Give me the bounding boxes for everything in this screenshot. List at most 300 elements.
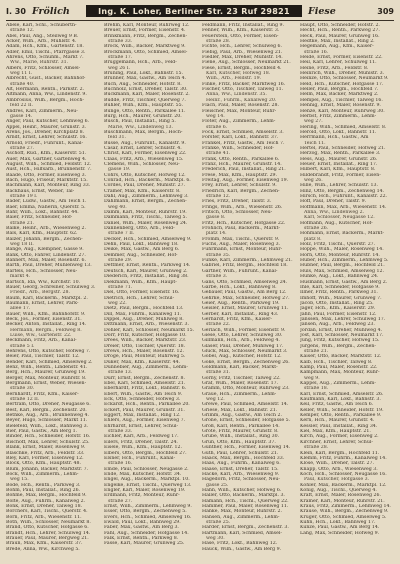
directory-entry: Baumann, Ernst, Lehrer, Park- <box>6 300 79 306</box>
directory-entry: Giese, Otto, Lehrer, Schulweg 30. <box>202 332 283 338</box>
directory-entry: straße 21. <box>304 348 329 354</box>
directory-entry: Kemper, Otto, Rentn., Parkallee 9. <box>300 413 382 419</box>
directory-entry: Held, Hch., Kutscher, Hofgasse 17. <box>300 81 384 87</box>
directory-entry: Elsner, Hch., Fuhrunt., Kanal- <box>104 455 176 461</box>
column-1 <box>6 23 100 563</box>
directory-entry: weg 26. <box>304 177 323 183</box>
directory-entry: Fiedler, Max, Dreher, Mühlstr. 14. <box>202 55 283 61</box>
directory-entry: Janssen, Max, Lehrer, Schulweg 17. <box>300 316 386 322</box>
directory-entry: Friedrich, Karl, Bergm., Zechen- <box>202 188 280 194</box>
directory-entry: Aschoff, Rud., Kfm., Kaiserstr. 51. <box>6 151 87 157</box>
directory-entry: Jürgens, Wilh., Bergm., Zechen- <box>300 343 376 349</box>
directory-entry: weg 15. <box>10 477 29 483</box>
directory-entry: Bannert, Max, Maler, Rosenstr. 6. <box>6 258 86 264</box>
columns <box>6 23 394 563</box>
directory-entry: Hauck, Wilh., Gastw., Am Berg 9. <box>202 546 282 552</box>
directory-entry: Hedtke, Max, Installat., Ring 2. <box>300 39 375 45</box>
directory-entry: Heil, Karl, Lehrer, Schulweg 11. <box>300 60 377 66</box>
directory-entry: Ehrhardt, Ernst, Lehrer, Schul- <box>104 423 179 429</box>
directory-entry: Glaser, Paul, Dreher, Mühlweg 17. <box>202 343 284 349</box>
directory-entry: Abel, Paul, Ang., Steilweg 9 B. <box>6 33 79 39</box>
directory-entry: straße 6. <box>206 124 228 130</box>
directory-entry: straße 17. <box>108 55 133 61</box>
directory-entry: Koch, Hch., Schlosser, Neugasse 16. <box>300 471 387 477</box>
directory-entry: Brandt, Hch., Lehrer, Schulweg 14. <box>6 530 91 536</box>
directory-entry: Jost, Karl, Schlosser, Neumarkt 17. <box>300 332 384 338</box>
directory-entry: Engel, Aug., Bäckerm., Marktpl. 10. <box>104 477 190 483</box>
directory-entry: Bischoff, Max, Lehrer, Schulstr. 25. <box>6 439 90 445</box>
directory-entry: Döhler, Karl, Schlosser, Neumarkt 15. <box>104 327 195 333</box>
column-2 <box>104 23 198 563</box>
directory-entry: Barth, Paul, Dreher, Mühlenweg 13. <box>6 263 92 269</box>
directory-entry: Eilers, Fritz, Dreher, Talstr. 24. <box>104 439 178 445</box>
directory-entry: Ende, Max, Kutscher, Hofstr. 34. <box>104 471 182 477</box>
directory-entry: Baier, Fritz, Schneider, Hof- <box>6 215 73 221</box>
directory-entry: Hunke, Aug., Lokf., Bahnweg 24. <box>300 274 379 280</box>
advertisement-banner: Ing. K. Loher, Berliner Str. 23 Ruf 29821 <box>86 5 302 17</box>
directory-entry: Esser, Otto, Bergm., Zechenweg 5. <box>104 509 187 515</box>
directory-entry: weg 26 I. <box>108 65 131 71</box>
directory-entry: Hahn, Wilh., Kutscher, Hofweg 6. <box>202 487 282 493</box>
directory-entry: Dahlmann, Ernst, Bergm., Zechen- <box>104 199 187 205</box>
directory-entry: Brüning, Paul, Lokf., Bahnstr. 15. <box>104 71 183 77</box>
directory-entry: Göke, Ernst, Bergm., Zechenweg 26. <box>202 359 290 365</box>
directory-entry: straße 3. <box>206 274 228 280</box>
directory-entry: Gröne, Ernst, Schneider, Hofgasse 5. <box>202 418 291 424</box>
directory-entry: Fiene, Aug., Schlosser, Neumarkt 21. <box>202 60 291 66</box>
directory-entry: Kamp, Paul, Maler, Rosenstr. 22. <box>300 365 378 370</box>
directory-entry: Balke, Heinr., Arb., Wiesenweg 2. <box>6 226 86 232</box>
directory-entry: weg 40. <box>108 204 127 210</box>
directory-entry: Finke, Fritz, Bäcker, Marktweg 16. <box>202 81 286 87</box>
directory-entry: straße 71. <box>108 284 133 290</box>
directory-entry: Brand, Otto, Kutscher, Hofgasse 6. <box>6 525 89 531</box>
directory-entry: Kaiser, Otto, Bäcker, Marktstr. 12. <box>300 354 382 360</box>
directory-entry: Hering, Wilh., Schmied, Amselstr. 8. <box>300 124 387 130</box>
directory-entry: straße 18. <box>304 386 329 392</box>
directory-entry: Kalb, Hch., Tischler, Talweg 8. <box>300 359 373 365</box>
directory-entry: Budde, Fritz, Tischler, Querweg 7. <box>104 97 186 103</box>
directory-entry: Marie, Ww., Lindenweg 13. <box>108 124 173 130</box>
directory-entry: Bier, Paul, Gastw., Am Berg 1. <box>6 429 78 435</box>
directory-entry: Gabriel, Fritz, Bergm., Hochfeld 18. <box>202 263 288 269</box>
directory-entry: weg 11 I. <box>10 71 33 77</box>
directory-entry: straße 16. <box>304 49 329 55</box>
directory-entry: Ewald, Paul, Lokf., Bahnweg 29. <box>104 519 181 525</box>
directory-entry: Köhler, Max, Bäckerm., Marktpl. 12. <box>300 482 387 488</box>
directory-entry: Bauer, Georg, Schreiner, Schulweg 3. <box>6 284 96 290</box>
directory-entry: straße 27. <box>10 145 35 151</box>
directory-entry: Adler, Emil, Tischl., Pfarrgasse 3. <box>6 49 86 55</box>
directory-entry: Dehn, Paul, Lokf., Bahnweg 18. <box>104 242 179 248</box>
directory-entry: Andres, Karl, Zimmerm., Neu- <box>6 108 78 114</box>
directory-entry: Buschmann, Max, Bergm., Hoch- <box>104 129 183 135</box>
directory-entry: straße 13. <box>108 370 133 376</box>
directory-entry: Geisler, Ernst, Maurer, Grünweg 11. <box>202 306 289 312</box>
directory-entry: straße 22. <box>206 322 231 328</box>
directory-entry: Haller, Otto, Bäckerm., Marktpl. 3. <box>202 493 285 499</box>
directory-entry: Harder, Ernst, Bergm., Zechenstr. 3. <box>202 525 289 531</box>
directory-entry: Gramm, Otto, Monteur, Ruhrweg 23. <box>202 386 290 392</box>
directory-entry: Brinkmann, Fritz, Bergm., Zechen- <box>104 33 188 39</box>
directory-entry: Deutsch, Karl, Maurer, Grünweg 2. <box>104 268 188 274</box>
directory-entry: Buchholz, Ernst, Dreher, Talstr. 30. <box>104 87 188 93</box>
directory-entry: Dreier, Otto, Tischler, Querstr. 18. <box>104 343 186 349</box>
directory-entry: Bergmann, Ernst, Weber, Wiesen- <box>6 381 87 387</box>
directory-entry: gasse 14. <box>10 113 33 119</box>
left-page-number: I. 30 <box>6 6 26 16</box>
directory-entry: straße 16. <box>108 461 133 467</box>
directory-entry: Heinze, Otto, Schlosser, Neumarkt 9. <box>300 76 389 82</box>
directory-entry: straße 31. <box>206 370 231 376</box>
directory-entry: Both, Wilh., Schlosser, Neumarkt 8. <box>6 519 91 525</box>
directory-entry: gasse 8. <box>206 215 226 221</box>
directory-entry: Bunge, Otto, Rentn., Parkallee 11. <box>104 108 186 114</box>
directory-entry: Diel, Otto, Former, Eisenstr. 16. <box>104 290 180 296</box>
directory-entry: Cäsar, Ernst, Lehrer, Schulstr. 4. <box>104 145 182 151</box>
directory-entry: Arens, Jos., Dreher, Kirchplatz 8. <box>6 129 85 135</box>
directory-entry: Hermann, Bergm., Feldweg 8. <box>10 327 82 333</box>
directory-entry: straße 25. <box>206 519 231 525</box>
directory-entry: Teich 11. <box>304 140 326 146</box>
directory-entry: Fichte, Hch., Lehrer, Schulweg 6. <box>202 44 282 50</box>
directory-entry: Frey, Ernst, Lehrer, Schulstr. 9. <box>202 183 277 189</box>
directory-entry: Keller, Wilh., Schneider, Hofstr. 19. <box>300 407 384 413</box>
directory-entry: Kunze, Paul, Gastw., Am Berg 14. <box>300 525 380 531</box>
directory-entry: Kern, Hch., Maurer, Grünstr. 4. <box>300 418 375 424</box>
directory-entry: Fischer, Otto, Tischler, Talweg 11. <box>202 87 284 93</box>
directory-entry: Günther, Hch., Former, Eisenweg 14. <box>202 445 291 451</box>
directory-entry: Hansen, Aug., Zimmerm., Lehm- <box>202 514 280 520</box>
directory-entry: Hofmann, Aug., Kutscher, Hof- <box>300 220 373 226</box>
directory-entry: Hinz, Otto, Bergm., Zechenweg 14. <box>300 188 385 194</box>
directory-entry: Gans, Otto, Schmied, Amselweg 24. <box>202 279 288 285</box>
directory-entry: Griese, Max, Lokf., Bahnstr. 21. <box>202 407 278 413</box>
directory-entry: straße 7 II. <box>108 231 135 237</box>
directory-entry: Franz, Hch., Maurer, Grünstr. 14. <box>202 161 282 167</box>
directory-entry: Hilbert, Karl, Kfm., Hauptstr. 8. <box>300 167 376 173</box>
directory-entry: Klose, Wilh., Dreher, Talstr. 27. <box>300 461 374 467</box>
directory-entry: Hammer, Paul, Maler, Rosenweg 11. <box>202 503 289 509</box>
directory-entry: Eggert, Max, Installat., Ring 12. <box>104 413 181 419</box>
directory-entry: Kampmann, Max, Monteur, Ruhr- <box>300 370 380 376</box>
directory-entry: Klein, Karl, Bergm., Hochfeld 11. <box>300 450 380 456</box>
directory-entry: Evers, Hch., Schmied, Amselweg 16. <box>104 514 192 520</box>
directory-entry: Dietrich, Hch., Lehrer, Schul- <box>104 295 175 301</box>
directory-entry: straße 5 I. <box>10 343 35 349</box>
directory-entry: Diederich, Fritz, Installat., Ring 38. <box>104 274 189 280</box>
directory-entry: Hartmann, Karl, Schmied, Amsel- <box>202 530 282 536</box>
directory-entry: Daniel, Wilh., Maler, Rosenweg 24. <box>104 220 188 226</box>
directory-entry: Karl, Ernst, Schmied, Amselstr. 26. <box>300 391 384 397</box>
directory-entry: Hanke, Max, Monteur, Ruhrstr. 2. <box>202 509 283 515</box>
directory-entry: Guth, Paul, Lehrer, Schulstr. 21. <box>202 450 279 456</box>
directory-entry: Cohrs, Otto, Kutscher, Hofweg 12. <box>104 172 186 178</box>
directory-entry: Grewe, Paul, Schmied, Amselstr. 14. <box>202 402 289 408</box>
directory-entry: Frese, Max, Kfm., Hauptstr. 29. <box>202 172 278 178</box>
directory-entry: Knapp, Otto, Arb., Wiesenweg 3. <box>300 466 378 472</box>
directory-entry: Emde, Paul, Schlosser, Neugasse 2. <box>104 466 189 472</box>
directory-entry: Beck, Jos., Former, Eisenstr. 31. <box>6 316 82 322</box>
directory-entry: Kirch, Aug., Former, Eisenweg 2. <box>300 434 379 440</box>
directory-entry: Hegemann, Aug., Kfm., Kaiser- <box>300 44 374 50</box>
directory-entry: straße 28. <box>206 39 231 45</box>
directory-entry: Gorny, Fritz, Tischler, Talweg 22. <box>202 375 281 381</box>
directory-entry: Dippel, Aug., Dreher, Mühlweg 8. <box>104 316 184 322</box>
directory-entry: Böhm, Paul, Installat., Ring 26. <box>6 487 81 493</box>
directory-entry: Ihle, Karl, Schneider, Hofgasse 9. <box>300 284 380 290</box>
directory-entry: Blaschke, Fritz, Arb., Feldstr. 33. <box>6 450 85 456</box>
directory-entry: Christ, Karl, Former, Eisenweg 22. <box>104 151 187 157</box>
directory-entry: Karl, Schlosser, Neugasse 12. <box>304 215 375 221</box>
directory-entry: Bonk, Ernst, Dreher, Talweg 18. <box>6 503 83 509</box>
directory-entry: Eck, Otto, Schneider, Hofweg 3. <box>104 397 181 403</box>
directory-entry: Diekmann, Wilh., Kfm., Haupt- <box>104 279 177 285</box>
directory-entry: Behrens, Otto, Kutscher, Hofweg 7. <box>6 348 91 354</box>
directory-entry: Heck, Paul, Maurer, Grünweg 16. <box>300 33 380 39</box>
directory-entry: Feuerstein, Otto, Former, Eisen- <box>202 33 279 39</box>
directory-entry: Berger, Max, Monteur, Ruhrstr. 8. <box>6 375 87 381</box>
directory-entry: Ww., Marie, Ruhrstr. 31. <box>10 60 69 66</box>
directory-entry: Bode, Hch., Rentn., Parkweg 3. <box>6 482 81 488</box>
directory-entry: allee 17. <box>10 306 31 312</box>
directory-entry: weg 30. <box>206 536 225 541</box>
directory-entry: straße 27. <box>108 498 133 504</box>
directory-entry: Dahl, Aug., Zimmerm., Lehmweg 3. <box>104 194 189 199</box>
directory-entry: Demmer, Aug., Schneider, Hof- <box>104 252 178 258</box>
directory-entry: Hertel, Paul, Schneider, Hofweg 21. <box>300 145 386 151</box>
directory-entry: Bank, Otto, Fahrer, Lindenstr. 27. <box>6 252 86 258</box>
directory-entry: Hirsch, Hch., Fuhrunt., Kanalstr. 22. <box>300 194 388 199</box>
directory-entry: Dannenberg, Otto, Arb., Feld- <box>104 226 175 232</box>
directory-entry: Flöter, Aug., Zimmerm., Lehm- <box>202 119 276 125</box>
directory-entry: Haack, Max, Bergm., Hochfeld 33. <box>202 455 285 461</box>
directory-entry: Albers, Fritz, Schlosser, Amsel- <box>6 65 81 71</box>
directory-entry: Falk, Ernst, Rentn., Parkweg 8. <box>104 536 179 541</box>
directory-entry: Ernst, Wilh., Zimmerm., Lehmweg 9. <box>104 503 192 509</box>
directory-entry: Jahn, Paul, Former, Eisenstr. 12. <box>300 311 377 317</box>
directory-entry: Deike, Max, Gastw., Am Berg 6. <box>104 247 180 253</box>
directory-entry: Dill, Max, Fuhrm., Kanalweg 11. <box>104 311 182 317</box>
directory-entry: Hess, Aug., Maurer, Grünstr. 26. <box>300 156 378 162</box>
directory-entry: straße 28. <box>304 445 329 451</box>
directory-entry: Helm, Max, Bäcker, Marktweg 2. <box>300 92 379 98</box>
directory-entry: Conrad, Hch., Bäckerm., Marktpl. 6. <box>104 177 191 183</box>
directory-entry: Blum, Johann, Bäcker, Marktstr. 7. <box>6 466 89 472</box>
directory-entry: weg 9. <box>304 375 320 381</box>
directory-entry: Beyer, Hugo, Schlosser, Markt 11. <box>6 418 88 424</box>
directory-entry: Brüggemann, Hch., Arb., Feld- <box>104 60 177 66</box>
directory-entry: Fromm, Max, Tischl., Querstr. 9. <box>202 236 280 242</box>
directory-entry: Born, Fritz, Arb., Wiesenstr. 11. <box>6 514 82 520</box>
directory-entry: Burg, Hch., Maurer, Grünstr. 20. <box>104 113 182 119</box>
directory-entry: straße 21. <box>10 220 35 226</box>
directory-entry: weg 27. <box>304 119 323 125</box>
directory-entry: Cordes, Paul, Dreher, Mühlstr. 27. <box>104 183 186 189</box>
directory-entry: straße 29. <box>108 258 133 264</box>
left-running-head: Frölich <box>31 5 70 17</box>
directory-entry: Acker, Wilh., Arb., Mühlstr. 4. <box>6 39 77 45</box>
directory-entry: Bühler, Wilh., Kfm., Hauptstr. 55. <box>104 103 184 109</box>
directory-entry: Luise, Ww., Gartenstr. 22. <box>10 332 72 338</box>
directory-entry: Frederich, Paul, Installat., Ring 21. <box>202 167 286 173</box>
directory-entry: Bauer, Wilh., Kfm., Bahnhofstr. 9. <box>6 311 86 317</box>
directory-entry: straße 33. <box>108 39 133 45</box>
directory-entry: Henze, Karl, Monteur, Ruhrweg 30. <box>300 108 385 114</box>
directory-entry: Anger, Paul, Kutscher, Lehmweg 6. <box>6 119 90 125</box>
directory-entry: Flach, Paul, Maler, Rosenstr. 28. <box>202 103 279 109</box>
directory-entry: König, Aug., Tischl., Querweg 4. <box>300 487 377 493</box>
directory-entry: Freitag, Aug., Former, Eisenweg 19. <box>202 177 289 183</box>
directory-entry: Goldmann, Karl, Bäcker, Markt- <box>202 365 278 370</box>
directory-entry: Bock, Wilh., Zimmerm., Lehm- <box>6 471 79 477</box>
directory-entry: Kessler, Paul, Installat., Ring 34. <box>300 423 378 429</box>
column-3 <box>202 23 296 563</box>
directory-entry: Jung, Fritz, Kutscher, Hofweg 15. <box>300 338 380 344</box>
header-rule <box>6 20 394 21</box>
directory-entry: Eckert, Paul, Maurer, Grünstr. 31. <box>104 407 185 413</box>
directory-entry: Hohmann, Ernst, Bäckerm., Markt- <box>300 231 384 237</box>
directory-entry: Blank, Ernst, Maler, Rosenweg 9. <box>6 445 86 451</box>
directory-entry: Clemens, Wilh., Schlosser, Neu- <box>104 161 180 167</box>
directory-entry: Jansen, Aug., Arb., Feldweg 23. <box>300 322 375 328</box>
right-page-number: 309 <box>377 6 394 16</box>
directory-entry: markt 4. <box>10 274 31 280</box>
directory-entry: Fuchs, Aug., Maler, Rosenweg 3. <box>202 242 281 248</box>
directory-entry: Illner, Fritz, Rentn., Parkweg 31. <box>300 290 378 296</box>
directory-entry: weg 22. <box>108 300 127 306</box>
directory-entry: Bachmann, Karl, Monteur, Ring 33. <box>6 183 91 189</box>
directory-entry: Eisele, Wilh., Kfm., Hauptstr. 12. <box>104 445 182 451</box>
directory-entry: Graue, Hch., Zimmerm., Lehm- <box>202 391 277 397</box>
directory-entry: Krüger, Otto, Schmied, Amselweg 5. <box>300 514 387 520</box>
directory-entry: Fasse, Karl, Maurer, Grünweg 25. <box>104 541 185 547</box>
directory-entry: weg 18 II. <box>10 242 34 248</box>
directory-entry: Hamann, Hch., Tischl., Querweg 22. <box>202 498 289 504</box>
directory-entry: Binder, Hch., Schneider, Hofstr. 16. <box>6 434 91 440</box>
directory-entry: Hase, Fritz, Lokf., Bahnweg 12. <box>202 541 278 547</box>
directory-entry: Jäger, Hch., Kfm., Kaiserstr. 29. <box>300 306 376 312</box>
directory-entry: Engler, Karl, Maler, Rosenweg 19. <box>104 487 186 493</box>
directory-entry: Cramer, Max, Kfm., Kaiserstr. 8. <box>104 188 181 194</box>
directory-entry: Brauer, Paul, Maurer, Bergweg 21. <box>6 536 89 541</box>
directory-entry: Gerhardt, Fritz, Kfm., Kaiser- <box>202 316 272 322</box>
directory-entry: Baer, Emma, Näherin, Querstr. 5. <box>6 204 86 210</box>
directory-entry: Herrmann, Hch., Gastw., Am <box>300 135 369 141</box>
directory-entry: Hempel, Aug., Tischler, Talweg 16. <box>300 97 383 103</box>
directory-entry: Karl, Kutscher, Hofweg 18. <box>206 71 271 77</box>
directory-entry: Heinrich, Wilh., Dreher, Mühlstr. 3. <box>300 71 385 77</box>
directory-entry: Gebauer, Paul, Gastw., Am Berg 12. <box>202 290 287 296</box>
directory-entry: Baade, Otto, Former, Eisenweg 3. <box>6 172 87 178</box>
directory-entry: Grote, Fritz, Maurer, Grünstr. 8. <box>202 429 279 435</box>
directory-entry: Krause, Wilh., Bergm., Zechenweg 9. <box>300 509 389 515</box>
directory-entry: Albrecht, Gust., Bäcker, Bahnhof- <box>6 76 86 82</box>
directory-entry: Förster, Karl, Lokf., Bahnstr. 37. <box>202 135 279 141</box>
directory-entry: Aust, Hch., Hilfsarb., Brunnenstr. 7. <box>6 167 92 173</box>
column-4 <box>300 23 394 563</box>
directory-entry: Alt, Hermann, Rentn., Parkstr. 2. <box>6 87 85 93</box>
directory-entry: Fahl, Aug., Schneider, Hofgasse 14. <box>104 530 189 536</box>
directory-entry: straße 12 II. <box>10 397 40 403</box>
directory-entry: Bley, Karl, Former, Eisenweg 12. <box>6 455 84 461</box>
directory-entry: feld 22 II. <box>10 103 34 109</box>
directory-entry: Dettmer, Ernst, Rentn., Parkweg 14. <box>104 263 191 269</box>
directory-entry: Grube, Wilh., Installat., Ring 30. <box>202 434 280 440</box>
directory-entry: Beier, Paul, Tischler, Talstr. 12. <box>6 354 80 360</box>
directory-entry: Erdmann, Fritz, Monteur, Ruhr- <box>104 493 180 499</box>
directory-entry: Hagedorn, Fritz, Schlosser, Neu- <box>202 477 280 483</box>
directory-entry: Groß, Karl, Rentn., Parkallee 14. <box>202 423 280 429</box>
directory-entry: Grün, Otto, Kfm., Hauptstr. 37. <box>202 439 276 445</box>
directory-entry: Ebel, Karl, Schmied, Amselstr. 21. <box>104 381 186 387</box>
directory-entry: Brock, Wilh., Bäcker, Marktweg 9. <box>104 44 186 50</box>
directory-entry: straße 19 I. <box>10 194 38 199</box>
directory-entry: Breuer, Ernst, Former, Eisenstr. 4. <box>104 28 186 34</box>
directory-entry: Herzog, Max, Rentn., Parkallee 3. <box>300 151 381 157</box>
directory-entry: Dünnebier, Aug., Zimmerm., Lehm- <box>104 365 188 370</box>
directory-entry: Busch, Paul, Installat., Ring 5. <box>104 119 176 125</box>
directory-entry: Claas, Fritz, Arb., Wiesenweg 15. <box>104 156 184 162</box>
directory-entry: Buch, Aug., Schneider, Hofstr. 8. <box>104 81 182 87</box>
directory-entry: Heide, Ernst, Former, Eisenstr. 22. <box>300 55 383 61</box>
directory-entry: Grimm, Aug., Gastw., Am Teich 2. <box>202 413 282 419</box>
directory-entry: Dürr, Ernst, Bergm., Zechenstr. 8. <box>104 375 185 381</box>
directory-entry: Bange, Aug., Klempner, Gasse 9. <box>6 247 84 253</box>
directory-entry: Fritsch, Otto, Schlosser, Neu- <box>202 210 273 216</box>
directory-entry: Brunner, Max, Gastw., Am Teich 4. <box>104 76 187 82</box>
directory-entry: Bückmann, Karl, Maler, Rosenstr. 2. <box>104 92 190 98</box>
directory-entry: Kirchner, Ernst, Lehrer, Schul- <box>300 439 373 445</box>
directory-entry: Bahr, Wilh., Lokf., Bahnstr. 44. <box>6 210 79 216</box>
directory-entry: platz 14. <box>206 231 227 237</box>
directory-entry: Backhaus, Ernst, Weber, Tal- <box>6 188 75 194</box>
directory-entry: Ebert, Wilh., Gastw., Am Teich 9. <box>104 391 183 397</box>
directory-entry: Jordan, Ernst, Dreher, Mühlweg 4. <box>300 327 383 333</box>
directory-entry: Herbst, Fritz, Zimmerm., Lehm- <box>300 113 377 119</box>
directory-entry: Haupt, Otto, Schneider, Hofstr. 2. <box>300 23 380 28</box>
directory-entry: Engelke, Ernst, Tischl., Querweg 13. <box>104 482 192 488</box>
directory-entry: Fiese, Ernst, Bergm., Hochfeld 4. <box>202 65 282 71</box>
directory-entry: Fränkel, Fritz, Gastw., Am Teich 7. <box>202 140 285 146</box>
directory-entry: Göbel, Aug., Kutscher, Hofstr. 12. <box>202 354 282 360</box>
directory-entry: Haas, Aug., Fuhrm., Kanalweg 6. <box>202 461 281 467</box>
directory-entry: Imhoff, Wilh., Maurer, Grünweg 7. <box>300 295 382 301</box>
directory-entry: Ehlers, Aug., Former, Eisenweg 7. <box>104 418 186 424</box>
directory-entry: Braun, Max, Kfm., Kaiserstr. 37. <box>6 541 83 547</box>
directory-entry: straße 40. <box>10 81 35 87</box>
directory-entry: Altmann, Anna, Ww., Lindenstr. 9. <box>6 92 87 98</box>
directory-entry: Jacob, Otto, Installat., Ring 25. <box>300 300 374 306</box>
directory-entry: Frank, Otto, Rentn., Parkallee 6. <box>202 156 280 162</box>
directory-entry: Hennig, Ernst, Maler, Rosenstr. 9. <box>300 103 381 109</box>
directory-entry: Feldmann, Fritz, Installat., Ring 9. <box>202 23 284 28</box>
directory-entry: Fock, Ernst, Schmied, Amselstr. 3. <box>202 129 284 135</box>
directory-entry: Franke, Wilh., Schneider, Hof- <box>202 145 274 151</box>
directory-entry: Haase, Ernst, Dreher, Talstr. 15. <box>202 466 279 472</box>
directory-entry: Lang, Max, Schneider, Hofweg 9. <box>300 530 380 536</box>
directory-entry: Borchers, Karl, Tischl., Querstr. 4. <box>6 509 88 515</box>
directory-entry: Brede, Anna, Ww., Kirchweg 5. <box>6 546 80 552</box>
directory-entry: Wilh., Arb., Feldstr. 19. <box>206 76 262 82</box>
directory-entry: Bader, Ludw., Gastw., Am Teich 1. <box>6 199 87 205</box>
directory-entry: Paul, Kutscher, Hofgasse 3. <box>304 477 370 483</box>
directory-entry: Bertram, Otto, Dreher, Neugasse 6. <box>6 402 91 408</box>
directory-entry: Hacke, Karl, Arb., Wiesenweg 9. <box>202 471 280 477</box>
header-left <box>6 6 80 17</box>
directory-entry: feld 31. <box>108 135 126 141</box>
directory-entry: gasse 19. <box>108 167 131 173</box>
